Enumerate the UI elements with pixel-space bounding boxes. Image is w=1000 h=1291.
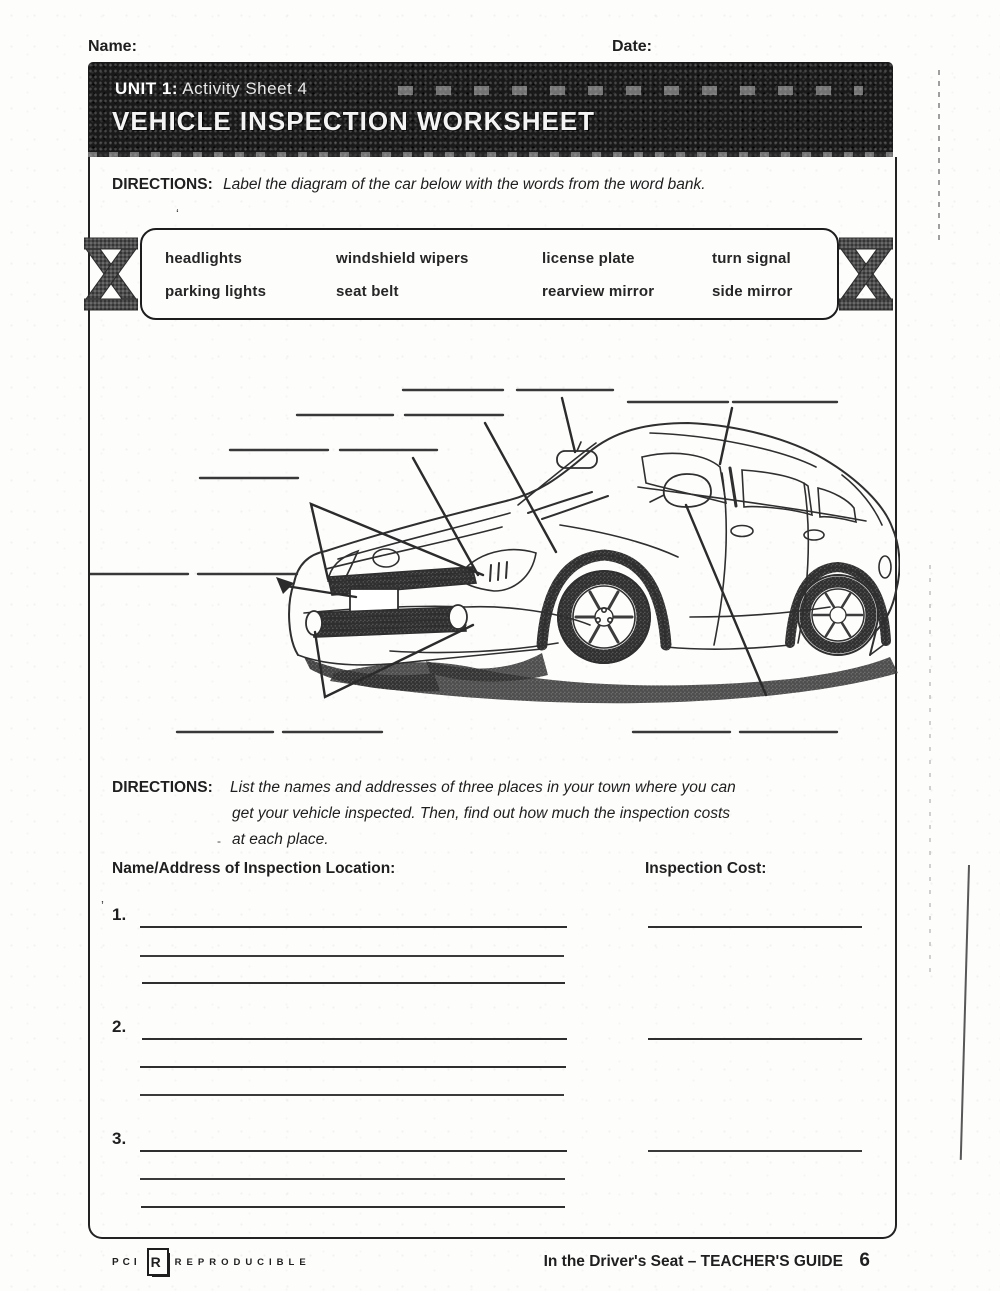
word-license-plate: license plate: [542, 250, 635, 267]
parking-light-right: [449, 605, 467, 629]
directions-1: [112, 176, 832, 194]
item-3-number: 3.: [112, 1129, 127, 1148]
item-2-line-3: [140, 1094, 564, 1096]
item-1-line-3: [142, 982, 565, 984]
front-wheel: [542, 555, 666, 663]
unit-sheet: Activity Sheet 4: [178, 79, 308, 98]
footer-reproducible: REPRODUCIBLE: [174, 1257, 311, 1268]
leader-windshield-wipers: [485, 423, 556, 552]
location-header: Name/Address of Inspection Location:: [112, 860, 396, 877]
rear-door-window: [742, 470, 812, 515]
item-3-line-3: [141, 1206, 565, 1208]
directions-2-line3: at each place.: [232, 831, 329, 848]
item-2-number: 2.: [112, 1017, 127, 1036]
word-rearview-mirror: rearview mirror: [542, 283, 655, 300]
scan-artifact-vline-top: [938, 70, 940, 240]
footer-right: [400, 1250, 870, 1272]
item-2-line-2: [140, 1066, 566, 1068]
scan-artifact-vline-mid: [929, 565, 931, 975]
side-mirror-shape: [664, 474, 711, 507]
scan-noise-dashes: [398, 86, 863, 95]
pci-logo-icon: R: [147, 1248, 169, 1276]
directions-1-text: Label the diagram of the car below with the words from the word bank.: [223, 176, 706, 193]
quarter-window: [818, 488, 856, 522]
item-3-line-2: [140, 1178, 565, 1180]
footer-left: [112, 1248, 311, 1278]
header-bar: [88, 62, 893, 157]
directions-2-label: DIRECTIONS:: [112, 779, 213, 796]
unit-number: UNIT 1:: [115, 79, 178, 98]
scan-artifact-tick: ’: [101, 898, 104, 913]
word-parking-lights: parking lights: [165, 283, 267, 300]
windshield-inner: [518, 443, 596, 505]
page-title: VEHICLE INSPECTION WORKSHEET: [112, 106, 596, 136]
name-label: Name:: [88, 38, 137, 55]
directions-2-line2: get your vehicle inspected. Then, find out how much the inspection costs: [232, 805, 731, 822]
footer-page-number: 6: [859, 1250, 870, 1271]
turn-signal-marks: [490, 562, 507, 581]
scan-artifact-vline-bottom: [960, 865, 970, 1160]
front-door-handle: [731, 526, 753, 537]
crossbuck-decoration-right: [839, 236, 893, 312]
directions-1-label: DIRECTIONS:: [112, 176, 213, 193]
word-bank-box: [140, 228, 839, 320]
word-side-mirror: side mirror: [712, 283, 793, 300]
item-1-line-2: [140, 955, 564, 957]
item-2-line-1: [142, 1038, 567, 1040]
scan-artifact-apostrophe: ‘: [176, 206, 179, 221]
windshield-wipers-shape: [528, 492, 608, 519]
word-windshield-wipers: windshield wipers: [336, 250, 469, 267]
footer-pci: PCI: [112, 1257, 141, 1268]
item-2-cost-line: [648, 1038, 862, 1040]
leader-lines: [276, 398, 766, 697]
item-3-cost-line: [648, 1150, 862, 1152]
roof-inner-line: [650, 433, 816, 467]
word-turn-signal: turn signal: [712, 250, 791, 267]
car-diagram: [90, 355, 900, 755]
word-seat-belt: seat belt: [336, 283, 399, 300]
date-label: Date:: [612, 38, 653, 55]
toyota-emblem: [373, 549, 399, 567]
rearview-mirror-shape: [557, 451, 597, 468]
item-3-line-1: [140, 1150, 567, 1152]
unit-line: [115, 79, 307, 99]
bumper-lower-crease: [390, 643, 558, 653]
leader-turn-signal: [413, 458, 478, 575]
cost-header: Inspection Cost:: [645, 860, 767, 877]
footer-guide-title: In the Driver's Seat – TEACHER'S GUIDE: [543, 1253, 843, 1270]
rear-door-handle: [804, 530, 824, 540]
rear-lamp: [879, 556, 891, 578]
directions-2-line1: List the names and addresses of three places in your town where you can: [230, 779, 736, 796]
item-1-line-1: [140, 926, 567, 928]
word-headlights: headlights: [165, 250, 243, 267]
crossbuck-decoration-left: [84, 236, 138, 312]
scan-artifact-dash: -: [217, 834, 221, 848]
hood-crease-1: [338, 513, 510, 559]
leader-seat-belt: [720, 408, 732, 464]
front-door-window: [642, 453, 726, 503]
item-1-cost-line: [648, 926, 862, 928]
leader-rearview-mirror: [562, 398, 575, 452]
item-1-number: 1.: [112, 905, 127, 924]
